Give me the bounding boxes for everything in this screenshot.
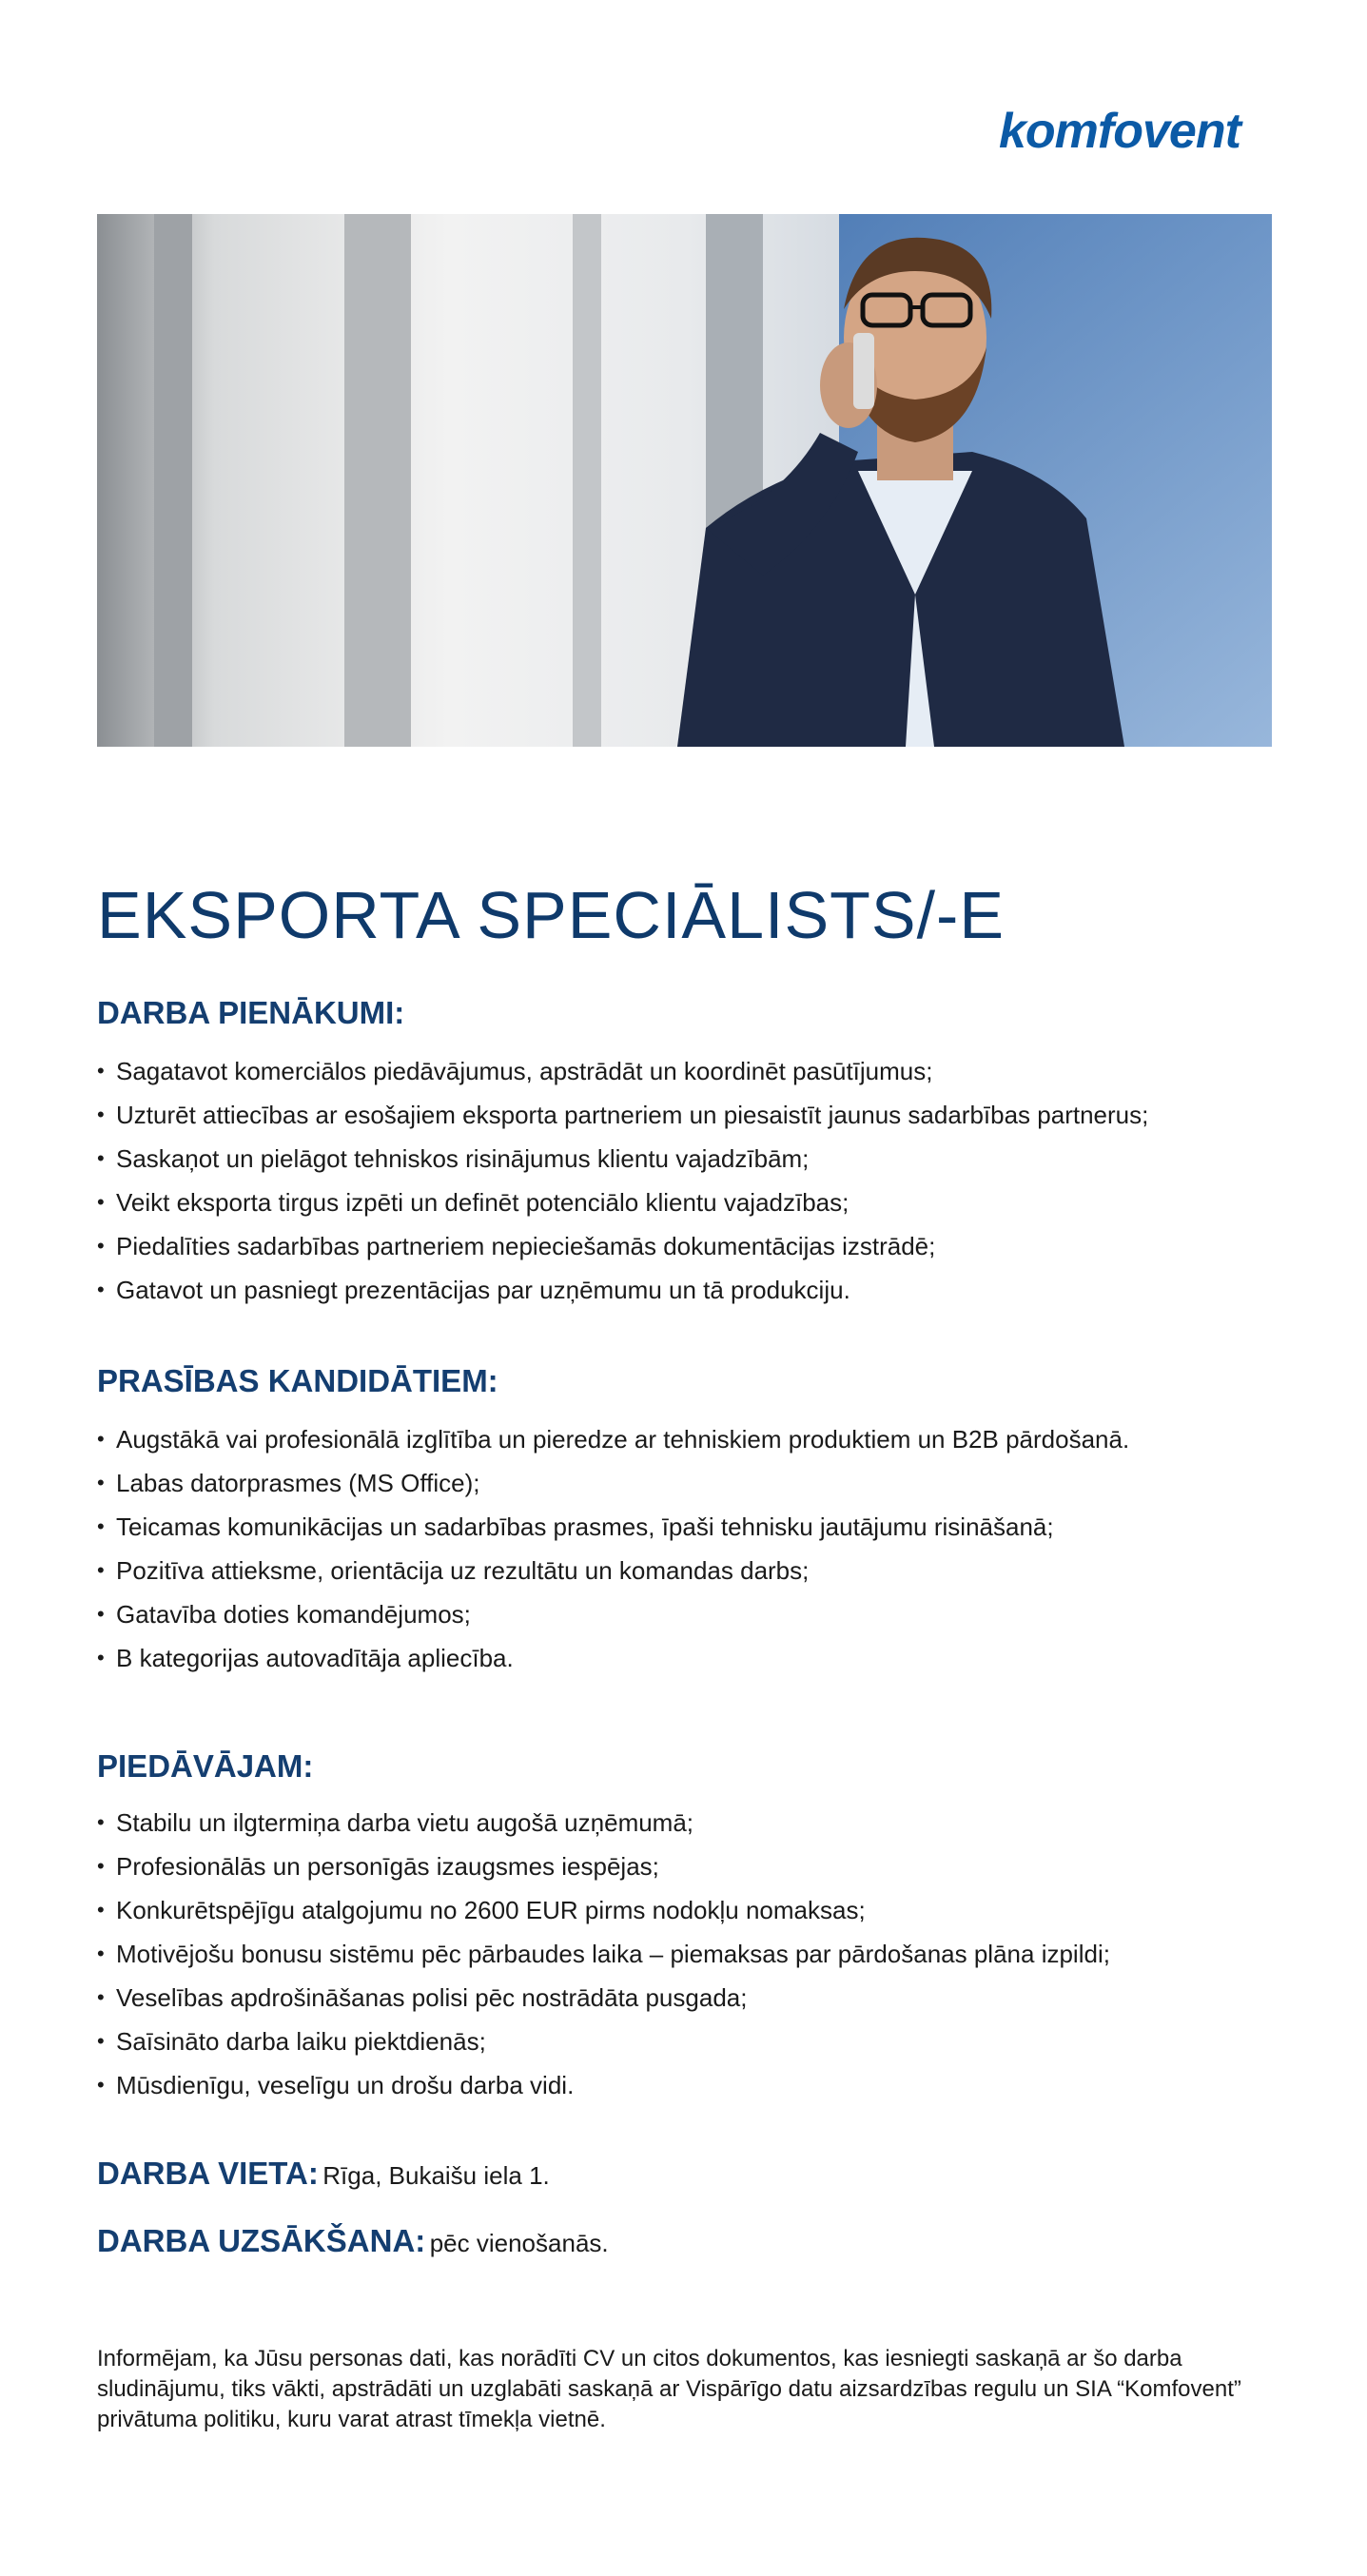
list-item: • Gatavot un pasniegt prezentācijas par uzņēmumu un tā produkciju. [97, 1268, 1277, 1312]
list-item: • Saīsināto darba laiku piektdienās; [97, 2020, 1277, 2063]
businessman-on-phone-photo [97, 214, 1272, 747]
list-item: • Teicamas komunikācijas un sadarbības prasmes, īpaši tehnisku jautājumu risināšanā; [97, 1505, 1277, 1549]
work-location-label: DARBA VIETA: [97, 2156, 319, 2191]
list-item: • Saskaņot un pielāgot tehniskos risinājumus klientu vajadzībām; [97, 1137, 1277, 1181]
work-start-label: DARBA UZSĀKŠANA: [97, 2223, 426, 2258]
requirements-list [97, 1417, 1277, 1680]
list-item: • Motivējošu bonusu sistēmu pēc pārbaudes laika – piemaksas par pārdošanas plāna izpildi; [97, 1932, 1277, 1976]
list-item: • Konkurētspējīgu atalgojumu no 2600 EUR pirms nodokļu nomaksas; [97, 1888, 1277, 1932]
list-item: • Stabilu un ilgtermiņa darba vietu augošā uzņēmumā; [97, 1801, 1277, 1844]
list-item: • Piedalīties sadarbības partneriem nepieciešamās dokumentācijas izstrādē; [97, 1224, 1277, 1268]
requirements-heading: PRASĪBAS KANDIDĀTIEM: [97, 1363, 498, 1398]
job-title: EKSPORTA SPECIĀLISTS/-E [97, 877, 1006, 952]
list-item: • Augstākā vai profesionālā izglītība un pieredze ar tehniskiem produktiem un B2B pārdošanā. [97, 1417, 1277, 1461]
list-item: • Sagatavot komerciālos piedāvājumus, apstrādāt un koordinēt pasūtījumus; [97, 1049, 1277, 1093]
list-item: • Veselības apdrošināšanas polisi pēc nostrādāta pusgada; [97, 1976, 1277, 2020]
list-item: • Mūsdienīgu, veselīgu un drošu darba vidi. [97, 2063, 1277, 2107]
work-location [97, 2152, 550, 2202]
list-item: • Labas datorprasmes (MS Office); [97, 1461, 1277, 1505]
offer-list [97, 1801, 1277, 2107]
work-start [97, 2219, 609, 2270]
hero-image [97, 214, 1272, 747]
list-item: • Veikt eksporta tirgus izpēti un definēt potenciālo klientu vajadzības; [97, 1181, 1277, 1224]
list-item: • B kategorijas autovadītāja apliecība. [97, 1636, 1277, 1680]
komfovent-logo: komfovent [999, 104, 1240, 159]
list-item: • Profesionālās un personīgās izaugsmes iespējas; [97, 1844, 1277, 1888]
privacy-notice: Informējam, ka Jūsu personas dati, kas norādīti CV un citos dokumentos, kas iesniegti saskaņā ar šo darba sludinājumu, tiks vākti, apstrādāti un uzglabāti saskaņā ar Vispārīgo datu aizsardzības regulu un SIA “Komfovent” privātuma politiku, kuru varat atrast tīmekļa vietnē. [97, 2346, 1241, 2432]
offer-heading: PIEDĀVĀJAM: [97, 1748, 314, 1784]
list-item: • Uzturēt attiecības ar esošajiem eksporta partneriem un piesaistīt jaunus sadarbības partnerus; [97, 1093, 1277, 1137]
duties-heading: DARBA PIENĀKUMI: [97, 995, 405, 1030]
work-start-value: pēc vienošanās. [429, 2229, 609, 2257]
list-item: • Gatavība doties komandējumos; [97, 1592, 1277, 1636]
list-item: • Pozitīva attieksme, orientācija uz rezultātu un komandas darbs; [97, 1549, 1277, 1592]
work-location-value: Rīga, Bukaišu iela 1. [322, 2161, 550, 2190]
duties-list [97, 1049, 1277, 1312]
